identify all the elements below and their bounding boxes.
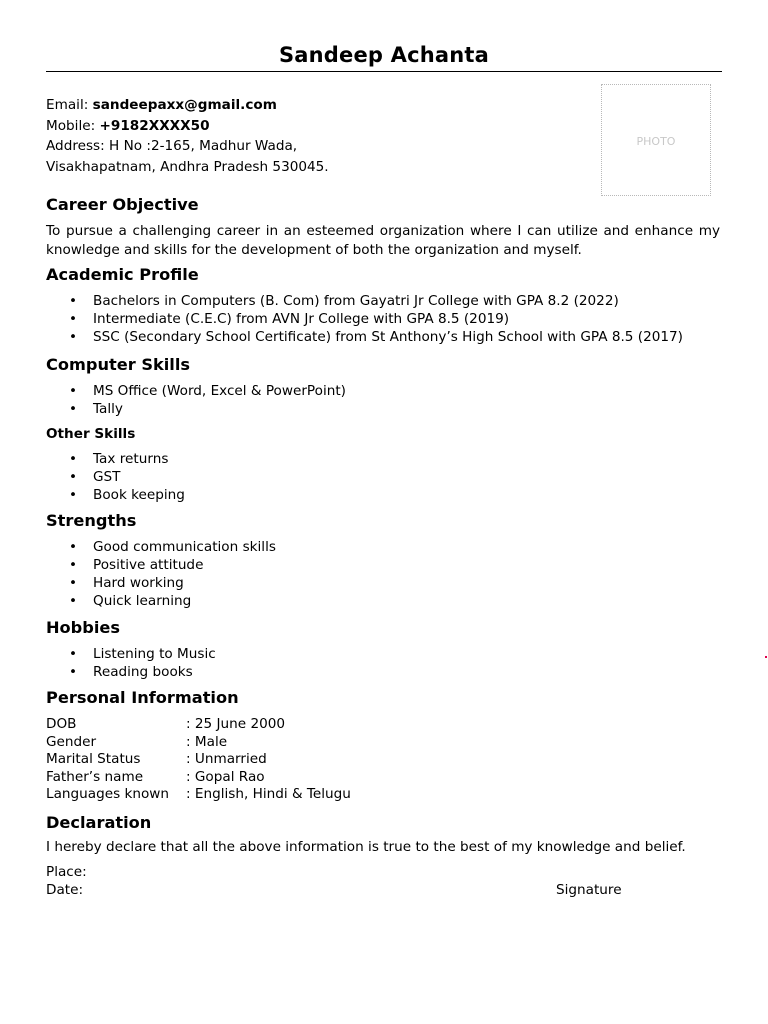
mobile-line [46, 116, 329, 137]
fathers-name-label: Father’s name [46, 768, 144, 785]
dob-value: : 25 June 2000 [186, 716, 286, 732]
email-label: Email: [46, 97, 89, 113]
career-objective-text: To pursue a challenging career in an esteemed organization where I can utilize and enhance my knowledge and skills for the development of both the organization and myself. [46, 223, 720, 258]
hobbies-list [46, 645, 216, 681]
list-item: • MS Office (Word, Excel & PowerPoint) [46, 382, 346, 400]
date-label: Date: [46, 882, 84, 898]
list-item: • Tax returns [46, 450, 185, 468]
declaration-heading: Declaration [46, 813, 152, 832]
email-value: sandeepaxx@gmail.com [92, 97, 277, 113]
list-item: • Good communication skills [46, 538, 276, 556]
header-divider [46, 71, 722, 72]
address-line-1: Address: H No :2-165, Madhur Wada, [46, 138, 298, 154]
personal-information-table [46, 716, 351, 804]
dob-label: DOB [46, 716, 77, 732]
photo-placeholder [601, 84, 711, 196]
academic-profile-list [46, 292, 683, 346]
fathers-name-value: : Gopal Rao [186, 768, 265, 785]
computer-skills-heading: Computer Skills [46, 355, 191, 374]
contact-block [46, 95, 329, 177]
table-row [46, 751, 351, 769]
gender-value: : Male [186, 733, 228, 750]
table-row [46, 786, 351, 804]
other-skills-heading: Other Skills [46, 426, 136, 442]
address-line-2: Visakhapatnam, Andhra Pradesh 530045. [46, 158, 329, 175]
list-item: • GST [46, 468, 185, 486]
table-row [46, 734, 351, 752]
table-row [46, 716, 351, 734]
list-item: • Positive attitude [46, 556, 276, 574]
list-item: • Book keeping [46, 486, 185, 504]
gender-label: Gender [46, 733, 97, 750]
list-item: • SSC (Secondary School Certificate) from St Anthony’s High School with GPA 8.5 (2017) [46, 328, 683, 346]
mobile-label: Mobile: [46, 117, 96, 134]
hobbies-heading: Hobbies [46, 618, 121, 637]
other-skills-list [46, 450, 185, 504]
strengths-list [46, 538, 276, 610]
signature-label: Signature [556, 882, 622, 898]
marital-status-label: Marital Status [46, 751, 141, 768]
list-item: • Reading books [46, 663, 216, 681]
mobile-value: +9182XXXX50 [99, 117, 210, 134]
academic-profile-heading: Academic Profile [46, 265, 199, 284]
photo-label: PHOTO [636, 135, 676, 148]
career-objective-heading: Career Objective [46, 195, 199, 214]
place-label: Place: [46, 864, 87, 880]
strengths-heading: Strengths [46, 511, 137, 530]
list-item: • Quick learning [46, 592, 276, 610]
languages-label: Languages known [46, 786, 170, 803]
list-item: • Listening to Music [46, 645, 216, 663]
languages-value: : English, Hindi & Telugu [186, 786, 351, 803]
marital-status-value: : Unmarried [186, 751, 267, 768]
table-row [46, 769, 351, 787]
personal-information-heading: Personal Information [46, 688, 239, 707]
declaration-text: I hereby declare that all the above information is true to the best of my knowledge and belief. [46, 839, 686, 855]
computer-skills-list [46, 382, 346, 418]
candidate-name: Sandeep Achanta [278, 43, 490, 67]
email-line [46, 95, 329, 116]
list-item: • Bachelors in Computers (B. Com) from Gayatri Jr College with GPA 8.2 (2022) [46, 292, 683, 310]
list-item: • Hard working [46, 574, 276, 592]
list-item: • Tally [46, 400, 346, 418]
list-item: • Intermediate (C.E.C) from AVN Jr College with GPA 8.5 (2019) [46, 310, 683, 328]
margin-mark [765, 656, 767, 658]
